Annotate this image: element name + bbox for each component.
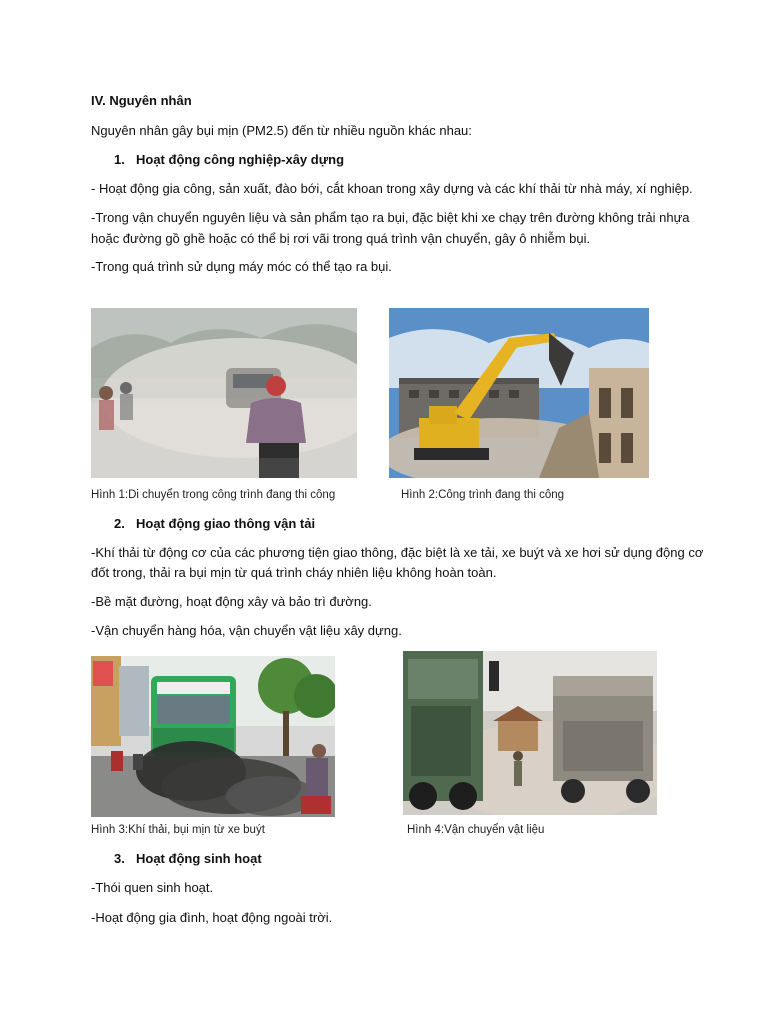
section-1-heading: Hoạt động công nghiệp-xây dựng bbox=[136, 152, 345, 167]
caption-figure-3: Hình 3:Khí thải, bụi mịn từ xe buýt bbox=[91, 824, 265, 836]
section-3-heading: Hoạt động sinh hoạt bbox=[136, 851, 262, 866]
paragraph: -Vận chuyển hàng hóa, vận chuyển vật liệu xây dựng. bbox=[91, 623, 402, 638]
paragraph: -Trong vận chuyển nguyên liệu và sản phẩm tạo ra bụi, đặc biệt khi xe chạy trên đường không trải nhựa bbox=[91, 210, 690, 225]
paragraph: hoặc đường gồ ghề hoặc có thể bị rơi vãi trong quá trình vận chuyển, gây ô nhiễm bụi. bbox=[91, 231, 591, 246]
section-title: IV. Nguyên nhân bbox=[91, 93, 192, 108]
photo-dump-trucks bbox=[403, 651, 657, 815]
paragraph: -Trong quá trình sử dụng máy móc có thể tạo ra bụi. bbox=[91, 259, 392, 274]
caption-figure-2: Hình 2:Công trình đang thi công bbox=[401, 489, 565, 501]
caption-figure-1: Hình 1:Di chuyển trong công trình đang thi công bbox=[91, 489, 336, 501]
photo-dusty-road bbox=[91, 308, 357, 478]
photo-excavator-demolition bbox=[389, 308, 649, 478]
intro-paragraph: Nguyên nhân gây bụi mịn (PM2.5) đến từ nhiều nguồn khác nhau: bbox=[91, 123, 472, 138]
paragraph: -Thói quen sinh hoạt. bbox=[91, 880, 214, 895]
caption-figure-4: Hình 4:Vận chuyển vật liệu bbox=[407, 824, 545, 836]
section-3-number: 3. bbox=[114, 851, 125, 866]
paragraph: đốt trong, thải ra bụi mịn từ quá trình cháy nhiên liệu không hoàn toàn. bbox=[91, 565, 497, 580]
paragraph: -Bề mặt đường, hoạt động xây và bảo trì đường. bbox=[91, 594, 372, 609]
paragraph: -Hoạt động gia đình, hoạt động ngoài trời. bbox=[91, 910, 333, 925]
section-2-number: 2. bbox=[114, 516, 125, 531]
section-2-heading: Hoạt động giao thông vận tải bbox=[136, 516, 316, 531]
paragraph: - Hoạt động gia công, sản xuất, đào bới, cắt khoan trong xây dựng và các khí thải từ nhà máy, xí nghiệp. bbox=[91, 181, 693, 196]
photo-bus-exhaust bbox=[91, 656, 335, 817]
paragraph: -Khí thải từ động cơ của các phương tiện giao thông, đặc biệt là xe tải, xe buýt và xe hơi sử dụng động cơ bbox=[91, 545, 704, 560]
section-1-number: 1. bbox=[114, 152, 125, 167]
